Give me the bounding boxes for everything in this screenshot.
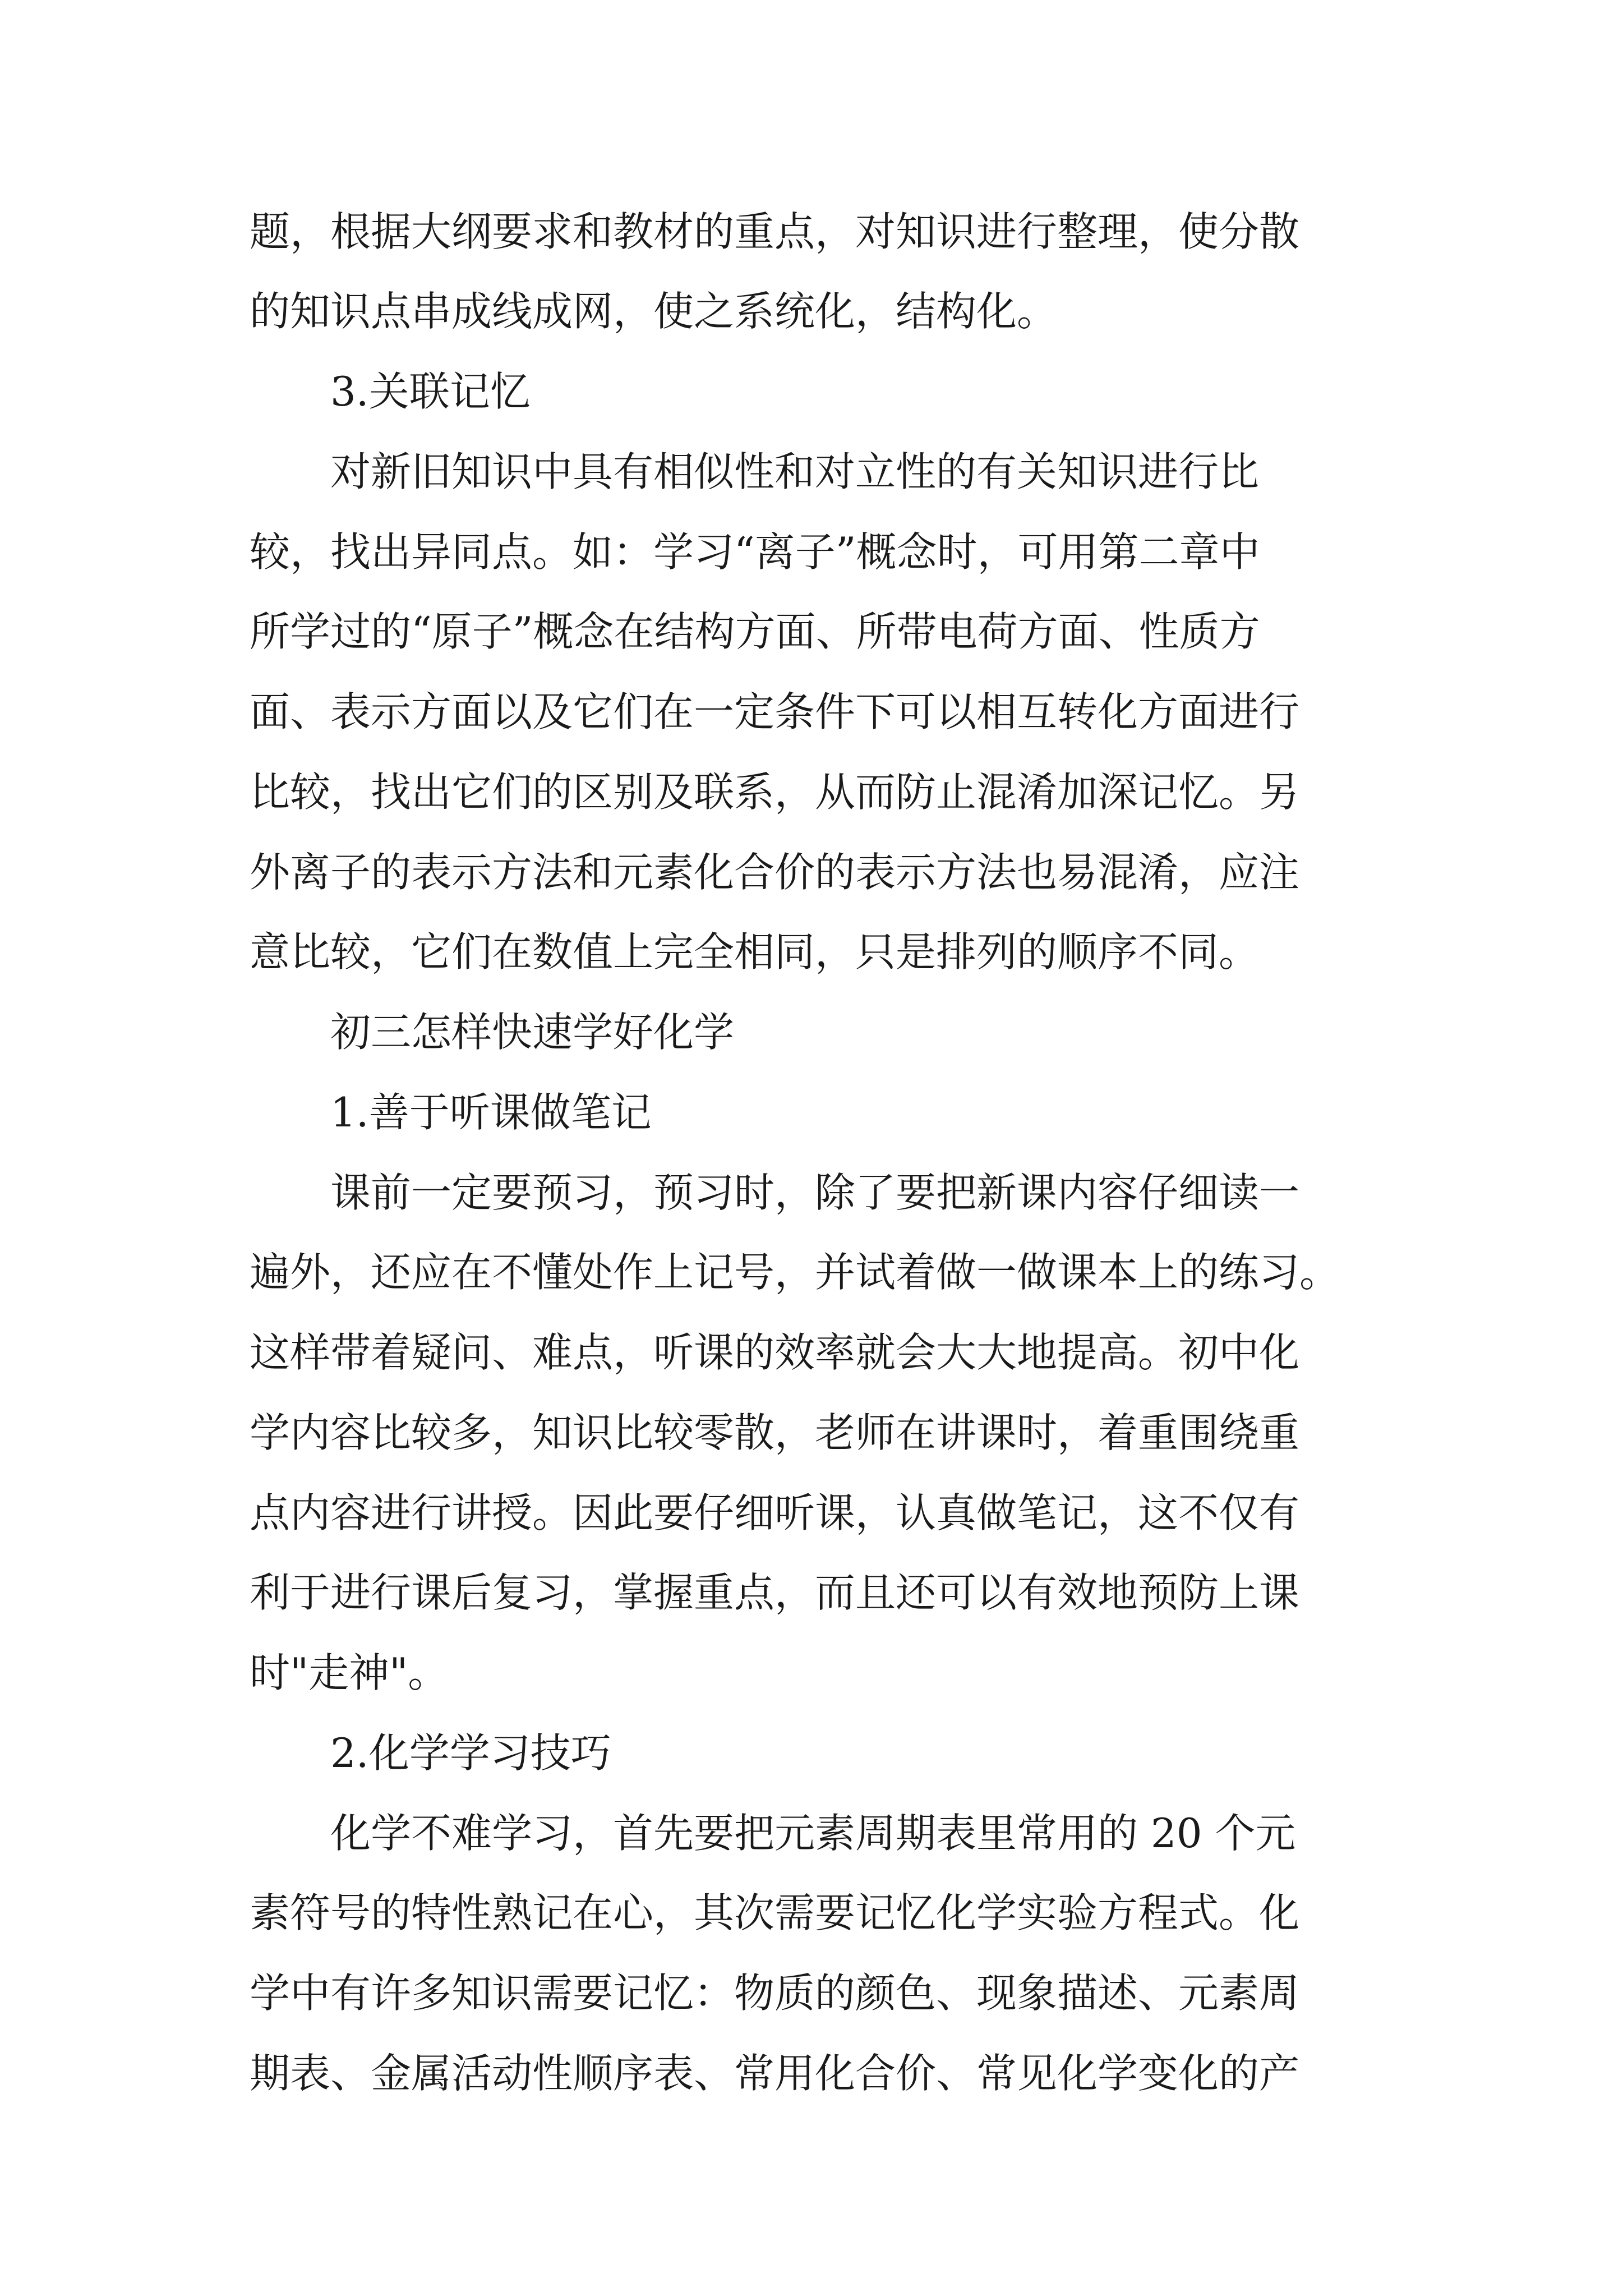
body-text-line: 对新旧知识中具有相似性和对立性的有关知识进行比 <box>330 448 1260 495</box>
body-text-line: 意比较，它们在数值上完全相同，只是排列的顺序不同。 <box>250 928 1260 976</box>
body-text-line: 素符号的特性熟记在心，其次需要记忆化学实验方程式。化 <box>250 1889 1300 1936</box>
body-text-line: 这样带着疑问、难点，听课的效率就会大大地提高。初中化 <box>250 1329 1300 1376</box>
body-text-line: 比较，找出它们的区别及联系，从而防止混淆加深记忆。另 <box>250 769 1300 816</box>
body-text-line: 学中有许多知识需要记忆：物质的颜色、现象描述、元素周 <box>250 1970 1300 2017</box>
body-text-line: 外离子的表示方法和元素化合价的表示方法也易混淆，应注 <box>250 849 1300 896</box>
body-text-line: 时"走神"。 <box>250 1649 449 1696</box>
body-text-line: 的知识点串成线成网，使之系统化，结构化。 <box>250 288 1058 335</box>
body-text-line: 面、表示方面以及它们在一定条件下可以相互转化方面进行 <box>250 688 1300 735</box>
body-text-line: 课前一定要预习，预习时，除了要把新课内容仔细读一 <box>330 1169 1300 1216</box>
body-text-line: 化学不难学习，首先要把元素周期表里常用的 20 个元 <box>330 1810 1296 1857</box>
body-text-line: 所学过的“原子”概念在结构方面、所带电荷方面、性质方 <box>250 608 1260 655</box>
body-text-line: 题，根据大纲要求和教材的重点，对知识进行整理，使分散 <box>250 208 1300 255</box>
section-title: 初三怎样快速学好化学 <box>330 1009 735 1056</box>
section-heading: 3.关联记忆 <box>330 368 531 415</box>
section-heading: 2.化学学习技巧 <box>330 1729 611 1777</box>
body-text-line: 期表、金属活动性顺序表、常用化合价、常见化学变化的产 <box>250 2050 1300 2097</box>
body-text-line: 利于进行课后复习，掌握重点，而且还可以有效地预防上课 <box>250 1569 1300 1616</box>
body-text-line: 较，找出异同点。如：学习“离子”概念时，可用第二章中 <box>250 528 1260 576</box>
body-text-line: 学内容比较多，知识比较零散，老师在讲课时，着重围绕重 <box>250 1409 1300 1456</box>
body-text-line: 点内容进行讲授。因此要仔细听课，认真做笔记，这不仅有 <box>250 1489 1300 1536</box>
body-text-line: 遍外，还应在不懂处作上记号，并试着做一做课本上的练习。 <box>250 1249 1340 1296</box>
section-heading: 1.善于听课做笔记 <box>330 1089 652 1136</box>
